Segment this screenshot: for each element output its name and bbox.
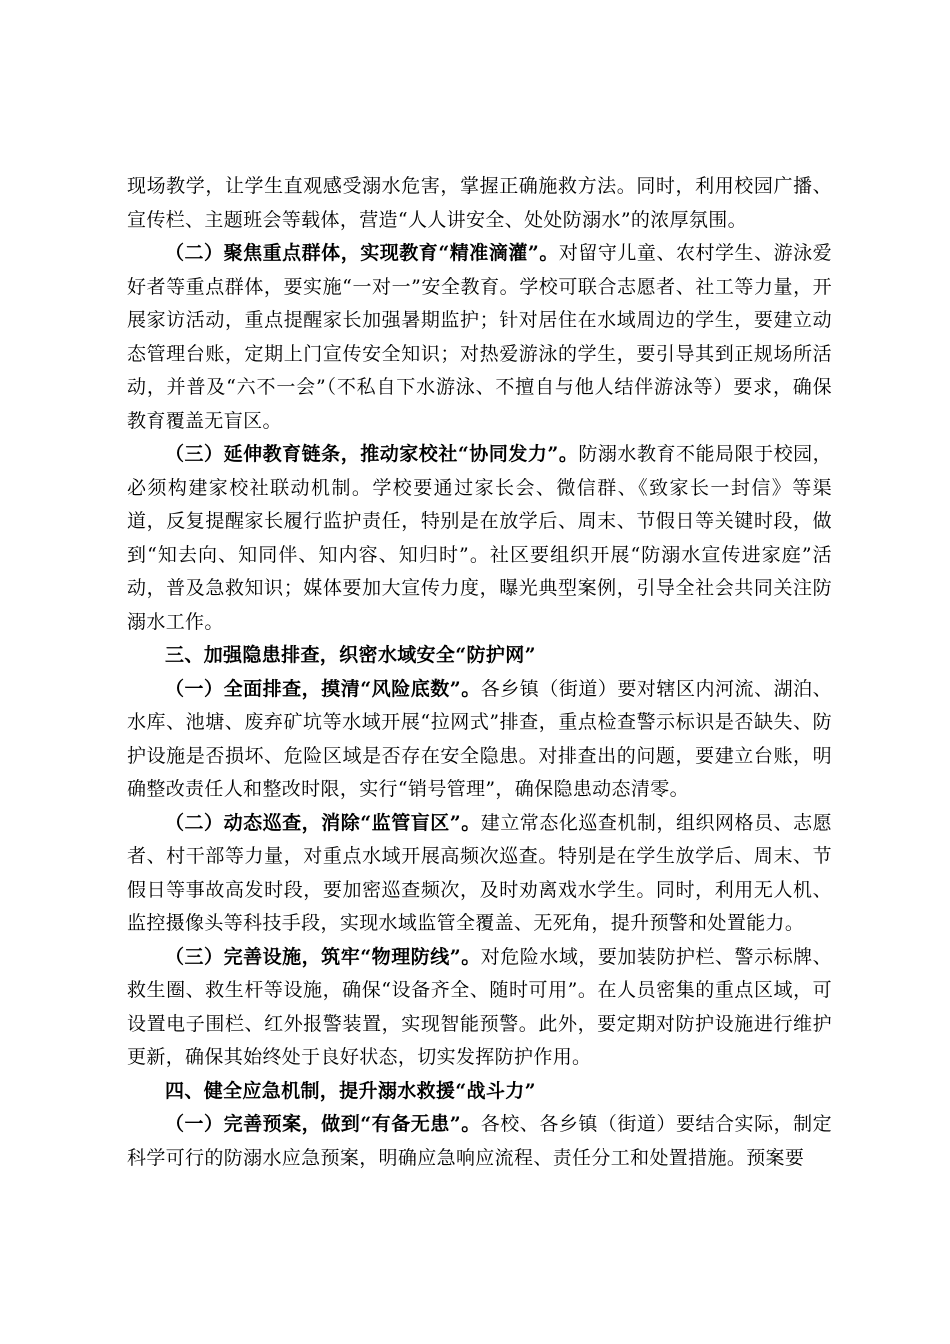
paragraph-2-3 <box>127 438 832 639</box>
paragraph-text: 各乡镇（街道）要对辖区内河流、湖泊、水库、池塘、废弃矿坑等水域开展“拉网式”排查，重点检查警示标识是否缺失、防护设施是否损坏、危险区域是否存在安全隐患。对排查出的问题，要建立台账，明确整改责任人和整改时限，实行“销号管理”，确保隐患动态清零。 <box>127 677 832 800</box>
paragraph-text: 防溺水教育不能局限于校园，必须构建家校社联动机制。学校要通过家长会、微信群、《致家长一封信》等渠道，反复提醒家长履行监护责任，特别是在放学后、周末、节假日等关键时段，做到“知去向、知同伴、知内容、知归时”。社区要组织开展“防溺水宣传进家庭”活动，普及急救知识；媒体要加大宣传力度，曝光典型案例，引导全社会共同关注防溺水工作。 <box>127 443 832 633</box>
paragraph-text: 各校、各乡镇（街道）要结合实际，制定科学可行的防溺水应急预案，明确应急响应流程、责任分工和处置措施。预案要 <box>127 1113 832 1169</box>
section-heading-4: 四、健全应急机制，提升溺水救援“战斗力” <box>165 1079 536 1102</box>
paragraph-lead: （一）全面排查，摸清“风险底数”。 <box>165 677 481 700</box>
paragraph-4-1 <box>127 1108 832 1175</box>
paragraph-continued <box>127 170 832 237</box>
paragraph-lead: （二）聚焦重点群体，实现教育“精准滴灌”。 <box>165 242 559 264</box>
section-heading-3: 三、加强隐患排查，织密水域安全“防护网” <box>165 644 536 666</box>
paragraph-lead: （一）完善预案，做到“有备无患”。 <box>165 1113 481 1135</box>
paragraph-lead: （三）延伸教育链条，推动家校社“协同发力”。 <box>165 443 579 465</box>
paragraph-3-2 <box>127 807 832 941</box>
paragraph-text: 现场教学，让学生直观感受溺水危害，掌握正确施救方法。同时，利用校园广播、宣传栏、主题班会等载体，营造“人人讲安全、处处防溺水”的浓厚氛围。 <box>127 175 832 231</box>
paragraph-text: 对危险水域，要加装防护栏、警示标牌、救生圈、救生杆等设施，确保“设备齐全、随时可用”。在人员密集的重点区域，可设置电子围栏、红外报警装置，实现智能预警。此外，要定期对防护设施进行维护更新，确保其始终处于良好状态，切实发挥防护作用。 <box>127 945 832 1068</box>
paragraph-text: 建立常态化巡查机制，组织网格员、志愿者、村干部等力量，对重点水域开展高频次巡查。特别是在学生放学后、周末、节假日等事故高发时段，要加密巡查频次，及时劝离戏水学生。同时，利用无人机、监控摄像头等科技手段，实现水域监管全覆盖、无死角，提升预警和处置能力。 <box>127 811 832 934</box>
paragraph-2-2 <box>127 237 832 438</box>
document-body <box>127 170 832 1175</box>
paragraph-3-1 <box>127 673 832 807</box>
paragraph-lead: （三）完善设施，筑牢“物理防线”。 <box>165 945 481 968</box>
paragraph-3-3 <box>127 941 832 1075</box>
paragraph-text: 对留守儿童、农村学生、游泳爱好者等重点群体，要实施“一对一”安全教育。学校可联合志愿者、社工等力量，开展家访活动，重点提醒家长加强暑期监护；针对居住在水域周边的学生，要建立动态管理台账，定期上门宣传安全知识；对热爱游泳的学生，要引导其到正规场所活动，并普及“六不一会”（不私自下水游泳、不擅自与他人结伴游泳等）要求，确保教育覆盖无盲区。 <box>127 242 832 432</box>
paragraph-lead: （二）动态巡查，消除“监管盲区”。 <box>165 811 481 834</box>
